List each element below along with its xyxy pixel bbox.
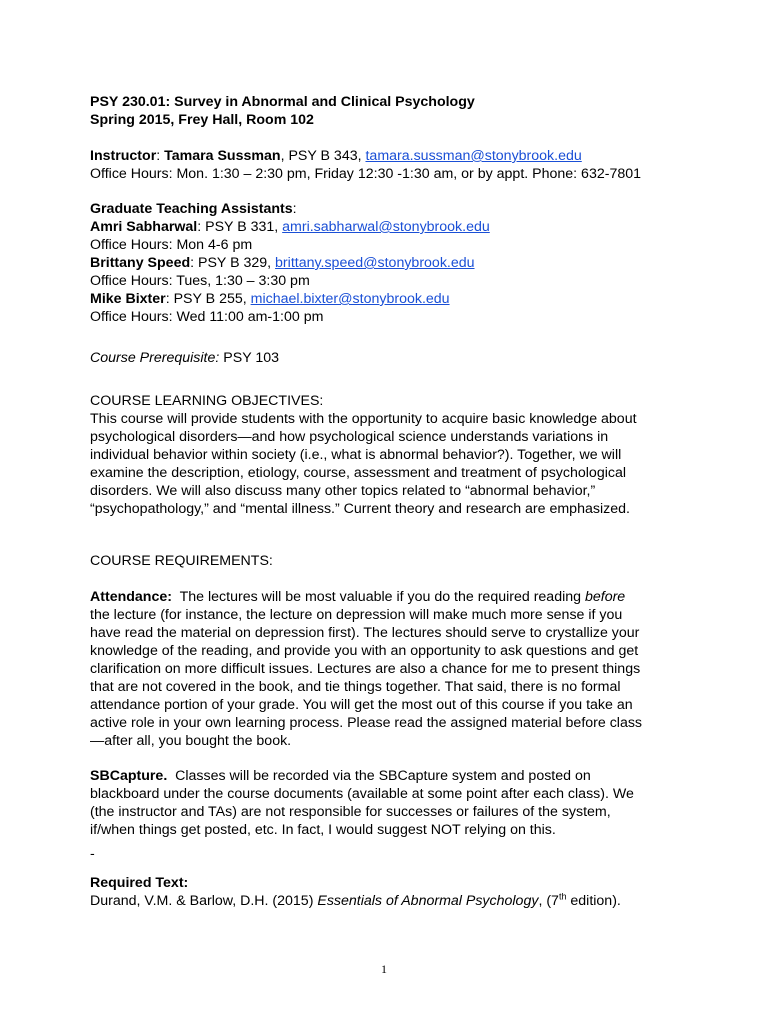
prereq-label: Course Prerequisite: [90, 350, 220, 366]
ta-office: : PSY B 255, [165, 291, 251, 307]
ta-line [90, 218, 690, 236]
sbcapture-line: blackboard under the course documents (available at some point after each class). We [90, 786, 634, 802]
ta-email-link[interactable]: brittany.speed@stonybrook.edu [275, 255, 475, 271]
sbcapture-label: SBCapture. [90, 768, 168, 784]
required-text-citation [90, 892, 690, 910]
ta-email-link[interactable]: michael.bixter@stonybrook.edu [250, 291, 450, 307]
ta-email-link[interactable]: amri.sabharwal@stonybrook.edu [282, 219, 490, 235]
required-text-label: Required Text: [90, 875, 189, 891]
objectives-line: disorders. We will also discuss many other topics related to “abnormal behavior,” [90, 483, 596, 499]
ta-office: : PSY B 331, [197, 219, 283, 235]
objectives-heading: COURSE LEARNING OBJECTIVES: [90, 393, 324, 409]
prerequisite [90, 349, 690, 367]
attendance-line: —after all, you bought the book. [90, 733, 292, 749]
objectives-line: examine the description, etiology, course, assessment and treatment of psychological [90, 465, 626, 481]
attendance-line: knowledge of the reading, and provide you with an opportunity to ask questions and get [90, 643, 639, 659]
instructor-email-link[interactable]: tamara.sussman@stonybrook.edu [365, 148, 582, 164]
attendance-line: clarification on more difficult issues. Lectures are also a chance for me to present things [90, 661, 641, 677]
objectives-line: psychological disorders—and how psychological science understands variations in [90, 429, 609, 445]
ta-line [90, 254, 690, 272]
citation-authors: Durand, V.M. & Barlow, D.H. (2015) [90, 893, 318, 909]
attendance-line: that are not covered in the book, and tie things together. That said, there is no formal [90, 679, 621, 695]
objectives-line: This course will provide students with the opportunity to acquire basic knowledge about [90, 411, 637, 427]
sbcapture-text: Classes will be recorded via the SBCapture system and posted on [167, 768, 591, 784]
objectives-line: “psychopathology,” and “mental illness.” Current theory and research are emphasized. [90, 501, 630, 517]
course-term: Spring 2015, Frey Hall, Room 102 [90, 112, 314, 128]
ta-hours: Office Hours: Mon 4-6 pm [90, 237, 253, 253]
citation-edition-end: edition). [566, 893, 621, 909]
instructor-line: Instructor: Tamara Sussman, PSY B 343, tamara.sussman@stonybrook.edu [90, 148, 582, 164]
ta-office: : PSY B 329, [190, 255, 276, 271]
instructor-name: Tamara Sussman [164, 148, 281, 164]
citation-edition: , (7 [538, 893, 559, 909]
sbcapture-first-line [90, 767, 690, 785]
sbcapture-line: if/when things get posted, etc. In fact, I would suggest NOT relying on this. [90, 822, 556, 838]
ta-hours: Office Hours: Wed 11:00 am-1:00 pm [90, 309, 324, 325]
attendance-line: have read the material on depression first). The lectures should serve to crystallize your [90, 625, 640, 641]
attendance-text: The lectures will be most valuable if you do the required reading [171, 589, 585, 605]
ta-heading-line: Graduate Teaching Assistants: [90, 201, 297, 217]
ta-heading: Graduate Teaching Assistants [90, 201, 293, 217]
citation-book: Essentials of Abnormal Psychology [317, 893, 539, 909]
ta-name: Brittany Speed [90, 255, 191, 271]
objectives-line: individual behavior within society (i.e., what is abnormal behavior?). Together, we will [90, 447, 622, 463]
page-number: 1 [381, 962, 387, 976]
attendance-label: Attendance: [90, 589, 172, 605]
citation-edition-sup: th [558, 891, 567, 902]
ta-name: Amri Sabharwal [90, 219, 198, 235]
attendance-line: active role in your own learning process. Please read the assigned material before class [90, 715, 643, 731]
attendance-line: attendance portion of your grade. You will get the most out of this course if you take an [90, 697, 633, 713]
ta-line [90, 290, 690, 308]
instructor-hours: Office Hours: Mon. 1:30 – 2:30 pm, Friday 12:30 -1:30 am, or by appt. Phone: 632-7801 [90, 166, 642, 182]
attendance-emphasis: before [584, 589, 626, 605]
requirements-heading: COURSE REQUIREMENTS: [90, 553, 273, 569]
separator-dash: - [90, 846, 95, 862]
instructor-office: , PSY B 343, [280, 148, 366, 164]
attendance-line: the lecture (for instance, the lecture on depression will make much more sense if you [90, 607, 623, 623]
prereq-value: PSY 103 [219, 350, 280, 366]
ta-name: Mike Bixter [90, 291, 166, 307]
ta-hours: Office Hours: Tues, 1:30 – 3:30 pm [90, 273, 310, 289]
course-title: PSY 230.01: Survey in Abnormal and Clinical Psychology [90, 94, 475, 110]
instructor-label: Instructor [90, 148, 157, 164]
sbcapture-line: (the instructor and TAs) are not responsible for successes or failures of the system, [90, 804, 611, 820]
attendance-first-line [90, 588, 690, 606]
